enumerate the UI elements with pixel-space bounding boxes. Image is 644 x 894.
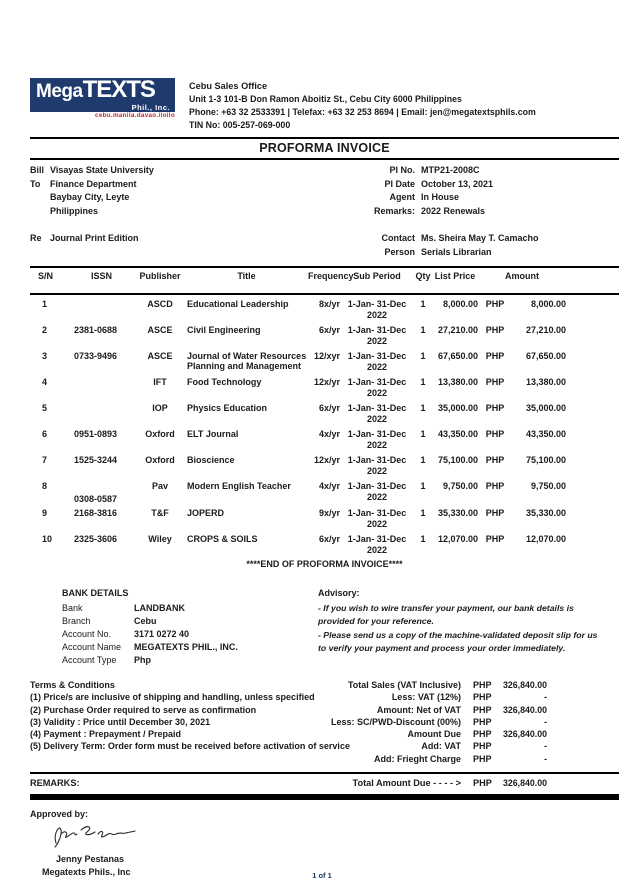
table-row	[30, 451, 619, 477]
logo-wordmark	[36, 76, 170, 104]
cell-frequency: 4x/yr	[318, 429, 340, 439]
column-header-sub-period: Sub Period	[353, 271, 401, 281]
cell-currency: PHP	[485, 351, 505, 361]
column-header-publisher: Publisher	[139, 271, 181, 281]
contact-label: Contact	[381, 233, 415, 243]
meta-value: October 13, 2021	[421, 178, 494, 189]
logo-subtitle: Phil., Inc.	[131, 103, 170, 112]
bank-detail-label: Bank	[62, 603, 83, 613]
meta-label: PI No.	[389, 165, 415, 175]
cell-currency: PHP	[485, 403, 505, 413]
cell-frequency: 6x/yr	[318, 403, 340, 413]
cell-issn: 0308-0587	[74, 494, 118, 504]
meta-row	[330, 164, 610, 178]
table-row	[30, 425, 619, 451]
totals-currency: PHP	[473, 741, 492, 752]
bill-to-line: Philippines	[50, 205, 99, 216]
approved-by-label: Approved by:	[30, 809, 89, 819]
cell-title: Civil Engineering	[187, 325, 261, 335]
cell-issn: 1525-3244	[74, 455, 118, 465]
cell-amount: 67,650.00	[525, 351, 566, 361]
items-table	[30, 266, 619, 556]
bank-rows	[62, 602, 318, 667]
bill-to-section	[30, 164, 619, 259]
totals-currency: PHP	[473, 704, 492, 715]
cell-publisher: ASCE	[147, 325, 173, 335]
cell-publisher: ASCD	[147, 299, 173, 309]
bill-to-line: Visayas State University	[50, 165, 154, 175]
totals-currency: PHP	[473, 753, 492, 764]
cell-qty: 1	[420, 403, 426, 413]
cell-sn: 6	[42, 429, 48, 439]
bank-detail-value: LANDBANK	[134, 603, 185, 613]
column-header-frequency: Frequency	[308, 271, 354, 281]
meta-row	[330, 178, 610, 192]
totals-currency: PHP	[473, 716, 492, 727]
meta-row	[330, 205, 610, 219]
sub-period-line2: 2022	[366, 336, 388, 346]
meta-value: 2022 Renewals	[421, 205, 486, 216]
advisory-block	[318, 587, 608, 667]
totals-label: Add: VAT	[421, 741, 461, 752]
office-name: Cebu Sales Office	[189, 81, 268, 91]
cell-sub-period	[340, 377, 414, 399]
remarks-label: REMARKS:	[30, 778, 80, 788]
cell-sn: 4	[42, 377, 48, 387]
cell-list-price: 35,330.00	[437, 508, 478, 518]
totals-label: Less: SC/PWD-Discount (00%)	[330, 716, 461, 727]
table-row	[30, 373, 619, 399]
sub-period-line1: 1-Jan- 31-Dec	[347, 325, 407, 335]
cell-sub-period	[340, 508, 414, 530]
cell-sn: 9	[42, 508, 48, 518]
cell-amount: 35,330.00	[525, 508, 566, 518]
bill-to-row	[30, 164, 330, 178]
bill-to-block	[30, 164, 330, 259]
cell-publisher: T&F	[151, 508, 169, 518]
cell-currency: PHP	[485, 377, 505, 387]
cell-list-price: 35,000.00	[437, 403, 478, 413]
totals-currency: PHP	[473, 729, 492, 740]
meta-label: PI Date	[384, 178, 415, 189]
totals-amount: 326,840.00	[502, 680, 547, 690]
cell-title: ELT Journal	[187, 429, 239, 439]
contact-row	[330, 246, 610, 260]
cell-title: Bioscience	[187, 455, 235, 465]
cell-sub-period	[340, 455, 414, 477]
cell-frequency: 12x/yr	[313, 455, 340, 465]
bank-detail-row	[62, 641, 318, 654]
totals-row	[227, 740, 547, 752]
cell-frequency: 9x/yr	[318, 508, 340, 518]
cell-issn: 0951-0893	[74, 429, 118, 439]
office-contact-line: Phone: +63 32 2533391 | Telefax: +63 32 253 8694 | Email: jen@megatextsphils.com	[189, 107, 536, 117]
meta-value: In House	[421, 192, 460, 202]
contact-value: Ms. Sheira May T. Camacho	[421, 233, 539, 243]
sub-period-line2: 2022	[366, 388, 388, 398]
logo-mega-text: Mega	[36, 81, 83, 102]
totals-amount: 326,840.00	[502, 704, 547, 715]
table-header-row	[30, 266, 619, 295]
bill-to-row	[30, 191, 330, 205]
bank-detail-row	[62, 628, 318, 641]
cell-sub-period	[340, 481, 414, 503]
cell-qty: 1	[420, 508, 426, 518]
table-row	[30, 477, 619, 504]
cell-publisher: Oxford	[145, 429, 175, 439]
cell-publisher: IOP	[152, 403, 168, 413]
cell-list-price: 13,380.00	[437, 377, 478, 387]
bottom-divider-bar	[30, 794, 619, 800]
cell-title: Modern English Teacher	[187, 481, 291, 491]
advisory-title: Advisory:	[318, 588, 360, 598]
cell-title: Physics Education	[187, 403, 268, 413]
bank-detail-row	[62, 615, 318, 628]
end-of-invoice-note: ****END OF PROFORMA INVOICE****	[246, 559, 403, 569]
cell-frequency: 6x/yr	[318, 534, 340, 544]
totals-amount: -	[544, 753, 547, 764]
cell-issn: 2168-3816	[74, 508, 118, 518]
bank-detail-label: Account No.	[62, 629, 112, 639]
totals-row	[227, 716, 547, 728]
bank-detail-value: Cebu	[134, 616, 157, 626]
header	[30, 78, 619, 132]
cell-list-price: 67,650.00	[437, 351, 478, 361]
bill-to-label	[30, 205, 50, 219]
terms-item: (4) Payment : Prepayment / Prepaid	[30, 729, 182, 740]
cell-sub-period	[340, 429, 414, 451]
cell-currency: PHP	[485, 508, 505, 518]
bank-details-title: BANK DETAILS	[62, 588, 129, 598]
invoice-meta-block	[330, 164, 610, 259]
cell-sub-period	[340, 351, 414, 373]
cell-sub-period	[340, 325, 414, 347]
cell-list-price: 75,100.00	[437, 455, 478, 465]
cell-currency: PHP	[485, 429, 505, 439]
totals-amount: -	[544, 692, 547, 703]
table-body	[30, 295, 619, 556]
sub-period-line1: 1-Jan- 31-Dec	[347, 455, 407, 465]
logo-box	[30, 78, 175, 112]
cell-issn: 0733-9496	[74, 351, 118, 361]
contact-row	[330, 232, 610, 246]
sub-period-line1: 1-Jan- 31-Dec	[347, 429, 407, 439]
cell-list-price: 8,000.00	[442, 299, 478, 309]
cell-currency: PHP	[485, 481, 505, 491]
totals-row	[227, 704, 547, 716]
cell-sn: 10	[42, 534, 53, 544]
bank-detail-row	[62, 602, 318, 615]
cell-title: CROPS & SOILS	[187, 534, 258, 544]
terms-item: (3) Validity : Price until December 30, 2021	[30, 716, 211, 727]
bank-detail-label: Account Type	[62, 655, 117, 665]
cell-sub-period	[340, 534, 414, 556]
meta-value: MTP21-2008C	[421, 165, 480, 175]
column-header-title: Title	[237, 271, 256, 281]
terms-totals-section	[30, 679, 619, 767]
advisory-line: - Please send us a copy of the machine-validated deposit slip for us to verify your payment and process your order immediately.	[318, 630, 598, 653]
cell-amount: 9,750.00	[530, 481, 566, 491]
cell-publisher: Wiley	[148, 534, 172, 544]
cell-qty: 1	[420, 534, 426, 544]
remarks-row	[30, 772, 619, 794]
title-band	[30, 137, 619, 160]
column-header-amount: Amount	[505, 271, 539, 281]
cell-publisher: Oxford	[145, 455, 175, 465]
advisory-lines	[318, 602, 608, 654]
cell-amount: 8,000.00	[530, 299, 566, 309]
bill-to-line: Finance Department	[50, 178, 137, 189]
cell-sn: 7	[42, 455, 48, 465]
table-row	[30, 399, 619, 425]
approval-block	[30, 808, 619, 879]
column-header-issn: ISSN	[90, 271, 112, 281]
cell-frequency: 4x/yr	[318, 481, 340, 491]
sub-period-line1: 1-Jan- 31-Dec	[347, 351, 407, 361]
sub-period-line1: 1-Jan- 31-Dec	[347, 481, 407, 491]
cell-title: Educational Leadership	[187, 299, 289, 309]
cell-list-price: 43,350.00	[437, 429, 478, 439]
bank-detail-row	[62, 654, 318, 667]
bank-detail-value: MEGATEXTS PHIL., INC.	[134, 642, 238, 652]
terms-item: (1) Price/s are inclusive of shipping and handling, unless specified	[30, 692, 315, 703]
re-label: Re	[30, 233, 42, 243]
cell-title: Journal of Water Resources Planning and Management	[187, 351, 307, 371]
totals-row	[227, 728, 547, 740]
totals-label: Total Sales (VAT Inclusive)	[347, 680, 461, 690]
cell-currency: PHP	[485, 534, 505, 544]
document-title: PROFORMA INVOICE	[259, 141, 390, 155]
sub-period-line1: 1-Jan- 31-Dec	[347, 534, 407, 544]
logo-tagline: cebu.manila.davao.iloilo	[95, 112, 175, 119]
cell-qty: 1	[420, 429, 426, 439]
cell-publisher: IFT	[153, 377, 167, 387]
header-filler	[566, 271, 619, 281]
cell-currency: PHP	[485, 325, 505, 335]
bill-to-label	[30, 191, 50, 205]
totals-block	[227, 679, 547, 765]
cell-sn: 2	[42, 325, 48, 335]
cell-frequency: 12x/yr	[313, 377, 340, 387]
totals-amount: 326,840.00	[502, 729, 547, 740]
table-row	[30, 295, 619, 321]
bill-to-row	[30, 178, 330, 192]
meta-label: Remarks:	[373, 205, 415, 216]
cell-sn: 5	[42, 403, 48, 413]
column-header-s-n: S/N	[38, 271, 54, 281]
re-row	[30, 232, 330, 246]
totals-row	[227, 679, 547, 691]
contact-label: Person	[384, 246, 415, 257]
total-due-amount: 326,840.00	[502, 778, 547, 788]
sub-period-line2: 2022	[366, 519, 388, 529]
sub-period-line2: 2022	[366, 362, 388, 372]
totals-label: Less: VAT (12%)	[391, 692, 461, 703]
table-row	[30, 530, 619, 556]
column-header-qty: Qty	[415, 271, 431, 281]
cell-qty: 1	[420, 325, 426, 335]
terms-title: Terms & Conditions	[30, 680, 115, 690]
meta-rows	[330, 164, 610, 218]
bill-to-line: Baybay City, Leyte	[50, 192, 130, 202]
sub-period-line2: 2022	[366, 466, 388, 476]
bank-advisory-section	[30, 587, 619, 667]
page-number: 1 of 1	[312, 871, 332, 880]
column-header-list-price: List Price	[434, 271, 476, 281]
cell-list-price: 27,210.00	[437, 325, 478, 335]
cell-currency: PHP	[485, 299, 505, 309]
sub-period-line2: 2022	[366, 545, 388, 555]
totals-amount: -	[544, 741, 547, 752]
company-info	[189, 78, 536, 132]
totals-row	[227, 691, 547, 703]
cell-title: Food Technology	[187, 377, 262, 387]
totals-row	[227, 753, 547, 765]
bill-to-label: Bill	[30, 165, 45, 175]
cell-frequency: 8x/yr	[318, 299, 340, 309]
cell-amount: 35,000.00	[525, 403, 566, 413]
approver-name: Jenny Pestanas	[56, 854, 125, 864]
cell-issn: 2381-0688	[74, 325, 118, 335]
cell-amount: 43,350.00	[525, 429, 566, 439]
sub-period-line2: 2022	[366, 440, 388, 450]
cell-qty: 1	[420, 455, 426, 465]
cell-qty: 1	[420, 481, 426, 491]
approver-company: Megatexts Phils., Inc	[42, 867, 131, 877]
cell-publisher: ASCE	[147, 351, 173, 361]
bill-to-row	[30, 205, 330, 219]
totals-label: Amount: Net of VAT	[376, 704, 461, 715]
sub-period-line2: 2022	[366, 414, 388, 424]
cell-sn: 8	[42, 481, 48, 491]
cell-issn: 2325-3606	[74, 534, 118, 544]
tin-number: TIN No: 005-257-069-000	[189, 120, 291, 130]
cell-list-price: 9,750.00	[442, 481, 478, 491]
totals-currency: PHP	[473, 680, 492, 690]
bill-to-rows	[30, 164, 330, 218]
office-address: Unit 1-3 101-B Don Ramon Aboitiz St., Cebu City 6000 Philippines	[189, 94, 462, 104]
bill-to-label: To	[30, 178, 41, 189]
cell-amount: 12,070.00	[525, 534, 566, 544]
cell-title: JOPERD	[187, 508, 225, 518]
cell-frequency: 6x/yr	[318, 325, 340, 335]
bank-detail-label: Account Name	[62, 642, 122, 652]
total-amount-due-row	[227, 778, 547, 788]
meta-label: Agent	[389, 192, 415, 202]
cell-qty: 1	[420, 377, 426, 387]
sub-period-line2: 2022	[366, 492, 388, 502]
cell-qty: 1	[420, 351, 426, 361]
cell-sn: 1	[42, 299, 48, 309]
terms-item: (5) Delivery Term: Order form must be received before activation of service	[30, 741, 350, 752]
contact-value: Serials Librarian	[421, 246, 492, 257]
table-row	[30, 321, 619, 347]
bank-details-block	[62, 587, 318, 667]
totals-amount: -	[544, 716, 547, 727]
terms-item: (2) Purchase Order required to serve as confirmation	[30, 704, 257, 715]
contact-rows	[330, 232, 610, 259]
total-due-currency: PHP	[473, 778, 492, 788]
cell-qty: 1	[420, 299, 426, 309]
sub-period-line1: 1-Jan- 31-Dec	[347, 508, 407, 518]
sub-period-line1: 1-Jan- 31-Dec	[347, 299, 407, 309]
totals-label: Amount Due	[407, 729, 461, 740]
logo-texts-text: TEXTS	[82, 76, 155, 103]
total-due-label: Total Amount Due - - - - >	[352, 778, 461, 788]
cell-sub-period	[340, 403, 414, 425]
cell-amount: 27,210.00	[525, 325, 566, 335]
cell-list-price: 12,070.00	[437, 534, 478, 544]
cell-frequency: 12/xyr	[313, 351, 340, 361]
sub-period-line2: 2022	[366, 310, 388, 320]
table-row	[30, 347, 619, 373]
cell-sn: 3	[42, 351, 48, 361]
cell-currency: PHP	[485, 455, 505, 465]
cell-sub-period	[340, 299, 414, 321]
advisory-line: - If you wish to wire transfer your payment, our bank details is provided for your reference.	[318, 603, 574, 626]
re-value: Journal Print Edition	[50, 233, 139, 243]
company-logo	[30, 78, 182, 132]
cell-publisher: Pav	[151, 481, 168, 491]
signature-image	[48, 821, 143, 849]
bank-detail-value: Php	[134, 655, 151, 665]
meta-row	[330, 191, 610, 205]
bank-detail-value: 3171 0272 40	[134, 629, 190, 639]
cell-amount: 75,100.00	[525, 455, 566, 465]
sub-period-line1: 1-Jan- 31-Dec	[347, 377, 407, 387]
totals-label: Add: Frieght Charge	[374, 753, 461, 764]
bank-detail-label: Branch	[62, 616, 91, 626]
totals-currency: PHP	[473, 692, 492, 703]
sub-period-line1: 1-Jan- 31-Dec	[347, 403, 407, 413]
table-row	[30, 504, 619, 530]
cell-amount: 13,380.00	[525, 377, 566, 387]
